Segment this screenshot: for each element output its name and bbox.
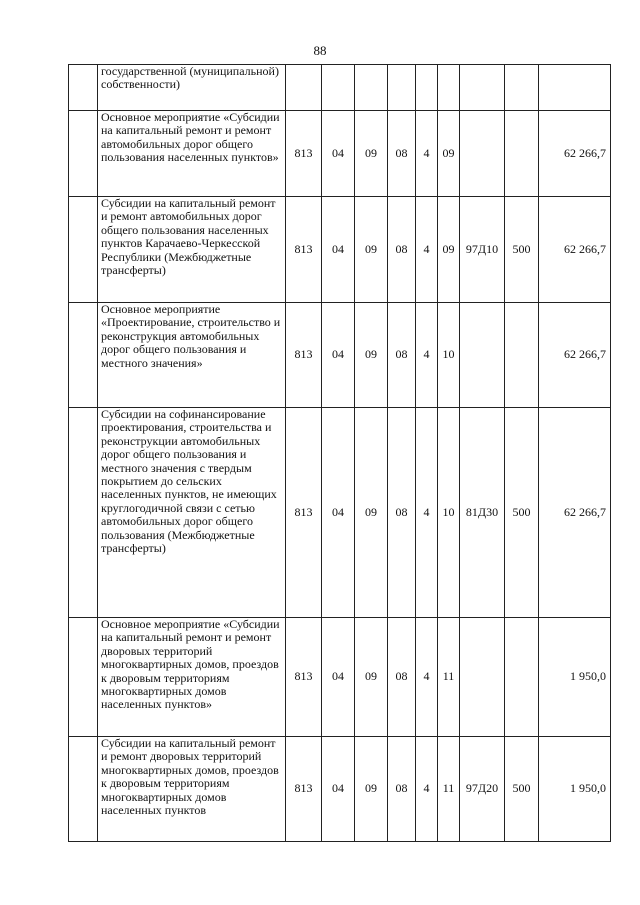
item-name: государственной (муниципальной) собственности): [101, 64, 279, 92]
item-name-cell: [98, 65, 286, 111]
amount-cell: [539, 65, 611, 111]
expense-type-cell: [505, 111, 539, 197]
code-cell: 4: [416, 408, 438, 618]
code-cell: 09: [438, 197, 460, 303]
code-cell: 09: [355, 618, 388, 737]
item-name-cell: [98, 197, 286, 303]
target-code-cell: [460, 111, 505, 197]
code-cell: 10: [438, 303, 460, 408]
amount-cell: 1 950,0: [539, 618, 611, 737]
code-cell: 11: [438, 618, 460, 737]
target-code-cell: [460, 303, 505, 408]
table-row: [69, 618, 611, 737]
code-cell: 09: [355, 303, 388, 408]
item-name-cell: [98, 618, 286, 737]
amount-cell: 62 266,7: [539, 408, 611, 618]
code-cell: 4: [416, 303, 438, 408]
code-cell: 813: [286, 303, 322, 408]
code-cell: [355, 65, 388, 111]
item-name: Основное мероприятие «Субсидии на капитальный ремонт и ремонт дворовых территорий многоквартирных домов, проездов к дворовым территориям многоквартирных домов населенных пунктов»: [101, 617, 280, 712]
amount-cell: 62 266,7: [539, 303, 611, 408]
code-cell: 08: [388, 303, 416, 408]
table-row: [69, 408, 611, 618]
item-name-cell: [98, 303, 286, 408]
page-number: 88: [313, 43, 327, 58]
code-cell: [322, 65, 355, 111]
code-cell: 813: [286, 111, 322, 197]
code-cell: [416, 65, 438, 111]
amount-cell: 1 950,0: [539, 737, 611, 842]
row-index-cell: [69, 65, 98, 111]
row-index-cell: [69, 197, 98, 303]
row-index-cell: [69, 303, 98, 408]
expense-type-cell: 500: [505, 737, 539, 842]
row-index-cell: [69, 111, 98, 197]
row-index-cell: [69, 737, 98, 842]
target-code-cell: [460, 618, 505, 737]
code-cell: 813: [286, 618, 322, 737]
amount-cell: 62 266,7: [539, 197, 611, 303]
code-cell: 09: [355, 408, 388, 618]
code-cell: 04: [322, 197, 355, 303]
code-cell: 813: [286, 737, 322, 842]
code-cell: [388, 65, 416, 111]
code-cell: 08: [388, 111, 416, 197]
amount-cell: 62 266,7: [539, 111, 611, 197]
code-cell: 04: [322, 618, 355, 737]
table-row: [69, 303, 611, 408]
item-name: Основное мероприятие «Проектирование, строительство и реконструкция автомобильных дорог общего пользования и местного значения»: [101, 302, 281, 370]
code-cell: [286, 65, 322, 111]
expense-type-cell: 500: [505, 197, 539, 303]
budget-table: [68, 64, 611, 842]
expense-type-cell: [505, 65, 539, 111]
code-cell: 08: [388, 408, 416, 618]
target-code-cell: 97Д20: [460, 737, 505, 842]
code-cell: 4: [416, 111, 438, 197]
code-cell: 04: [322, 111, 355, 197]
item-name: Субсидии на капитальный ремонт и ремонт дворовых территорий многоквартирных домов, проездов к дворовым территориям многоквартирных домов населенных пунктов: [101, 736, 279, 818]
item-name-cell: [98, 111, 286, 197]
target-code-cell: 81Д30: [460, 408, 505, 618]
item-name: Основное мероприятие «Субсидии на капитальный ремонт и ремонт автомобильных дорог общего пользования населенных пунктов»: [101, 110, 280, 165]
table-row: [69, 737, 611, 842]
table-row: [69, 111, 611, 197]
code-cell: 09: [355, 197, 388, 303]
expense-type-cell: [505, 303, 539, 408]
code-cell: 04: [322, 303, 355, 408]
code-cell: 4: [416, 737, 438, 842]
code-cell: 04: [322, 408, 355, 618]
code-cell: 813: [286, 197, 322, 303]
target-code-cell: [460, 65, 505, 111]
row-index-cell: [69, 618, 98, 737]
row-index-cell: [69, 408, 98, 618]
target-code-cell: 97Д10: [460, 197, 505, 303]
code-cell: 09: [355, 111, 388, 197]
code-cell: 08: [388, 737, 416, 842]
expense-type-cell: 500: [505, 408, 539, 618]
code-cell: 11: [438, 737, 460, 842]
table-row: [69, 65, 611, 111]
code-cell: 4: [416, 618, 438, 737]
item-name-cell: [98, 408, 286, 618]
item-name: Субсидии на софинансирование проектирования, строительства и реконструкции автомобильных дорог общего пользования и местного значения с твердым покрытием до сельских населенных пунктов, не имеющих круглогодичной связи с сетью автомобильных дорог общего пользования (Межбюджетные трансферты): [101, 407, 277, 556]
item-name: Субсидии на капитальный ремонт и ремонт автомобильных дорог общего пользования населенных пунктов Карачаево-Черкесской Республики (Межбюджетные трансферты): [101, 196, 276, 278]
code-cell: 08: [388, 197, 416, 303]
item-name-cell: [98, 737, 286, 842]
table-row: [69, 197, 611, 303]
code-cell: 09: [355, 737, 388, 842]
code-cell: 4: [416, 197, 438, 303]
code-cell: 813: [286, 408, 322, 618]
expense-type-cell: [505, 618, 539, 737]
code-cell: 04: [322, 737, 355, 842]
code-cell: 08: [388, 618, 416, 737]
code-cell: [438, 65, 460, 111]
code-cell: 10: [438, 408, 460, 618]
code-cell: 09: [438, 111, 460, 197]
